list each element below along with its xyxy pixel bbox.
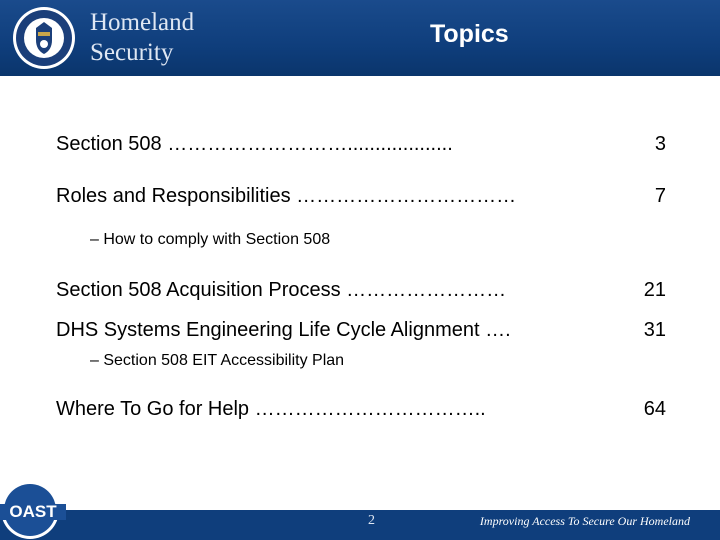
toc-item-page: 7	[654, 185, 666, 207]
oast-logo-icon	[0, 478, 66, 540]
toc-item-label: DHS Systems Engineering Life Cycle Alignment ….	[56, 319, 511, 341]
toc-item-label: Section 508 ………………………...................	[56, 133, 453, 155]
toc-item-help	[56, 398, 666, 428]
footer-tagline: Improving Access To Secure Our Homeland	[479, 514, 690, 528]
toc-item-roles	[56, 185, 666, 215]
toc-item-label: Where To Go for Help ……………………………..	[56, 398, 486, 420]
toc-item-page: 64	[643, 398, 666, 420]
page-number: 2	[368, 513, 375, 528]
toc-subitem-how-to-comply: – How to comply with Section 508	[90, 231, 331, 248]
agency-name-line2: Security	[90, 39, 174, 66]
toc-item-page: 31	[643, 319, 666, 341]
toc-item-label: Roles and Responsibilities ……………………………	[56, 185, 517, 207]
svg-text:OAST: OAST	[9, 502, 57, 521]
toc-subitem-eit-plan: – Section 508 EIT Accessibility Plan	[90, 352, 345, 369]
agency-name-line1: Homeland	[90, 9, 195, 36]
toc-item-section-508	[56, 133, 666, 163]
toc-item-label: Section 508 Acquisition Process ……………………	[56, 279, 507, 301]
toc-item-lifecycle	[56, 319, 666, 349]
toc-item-page: 21	[643, 279, 666, 301]
toc-item-page: 3	[654, 133, 666, 155]
toc-item-acquisition	[56, 279, 666, 309]
slide-title: Topics	[430, 20, 509, 48]
